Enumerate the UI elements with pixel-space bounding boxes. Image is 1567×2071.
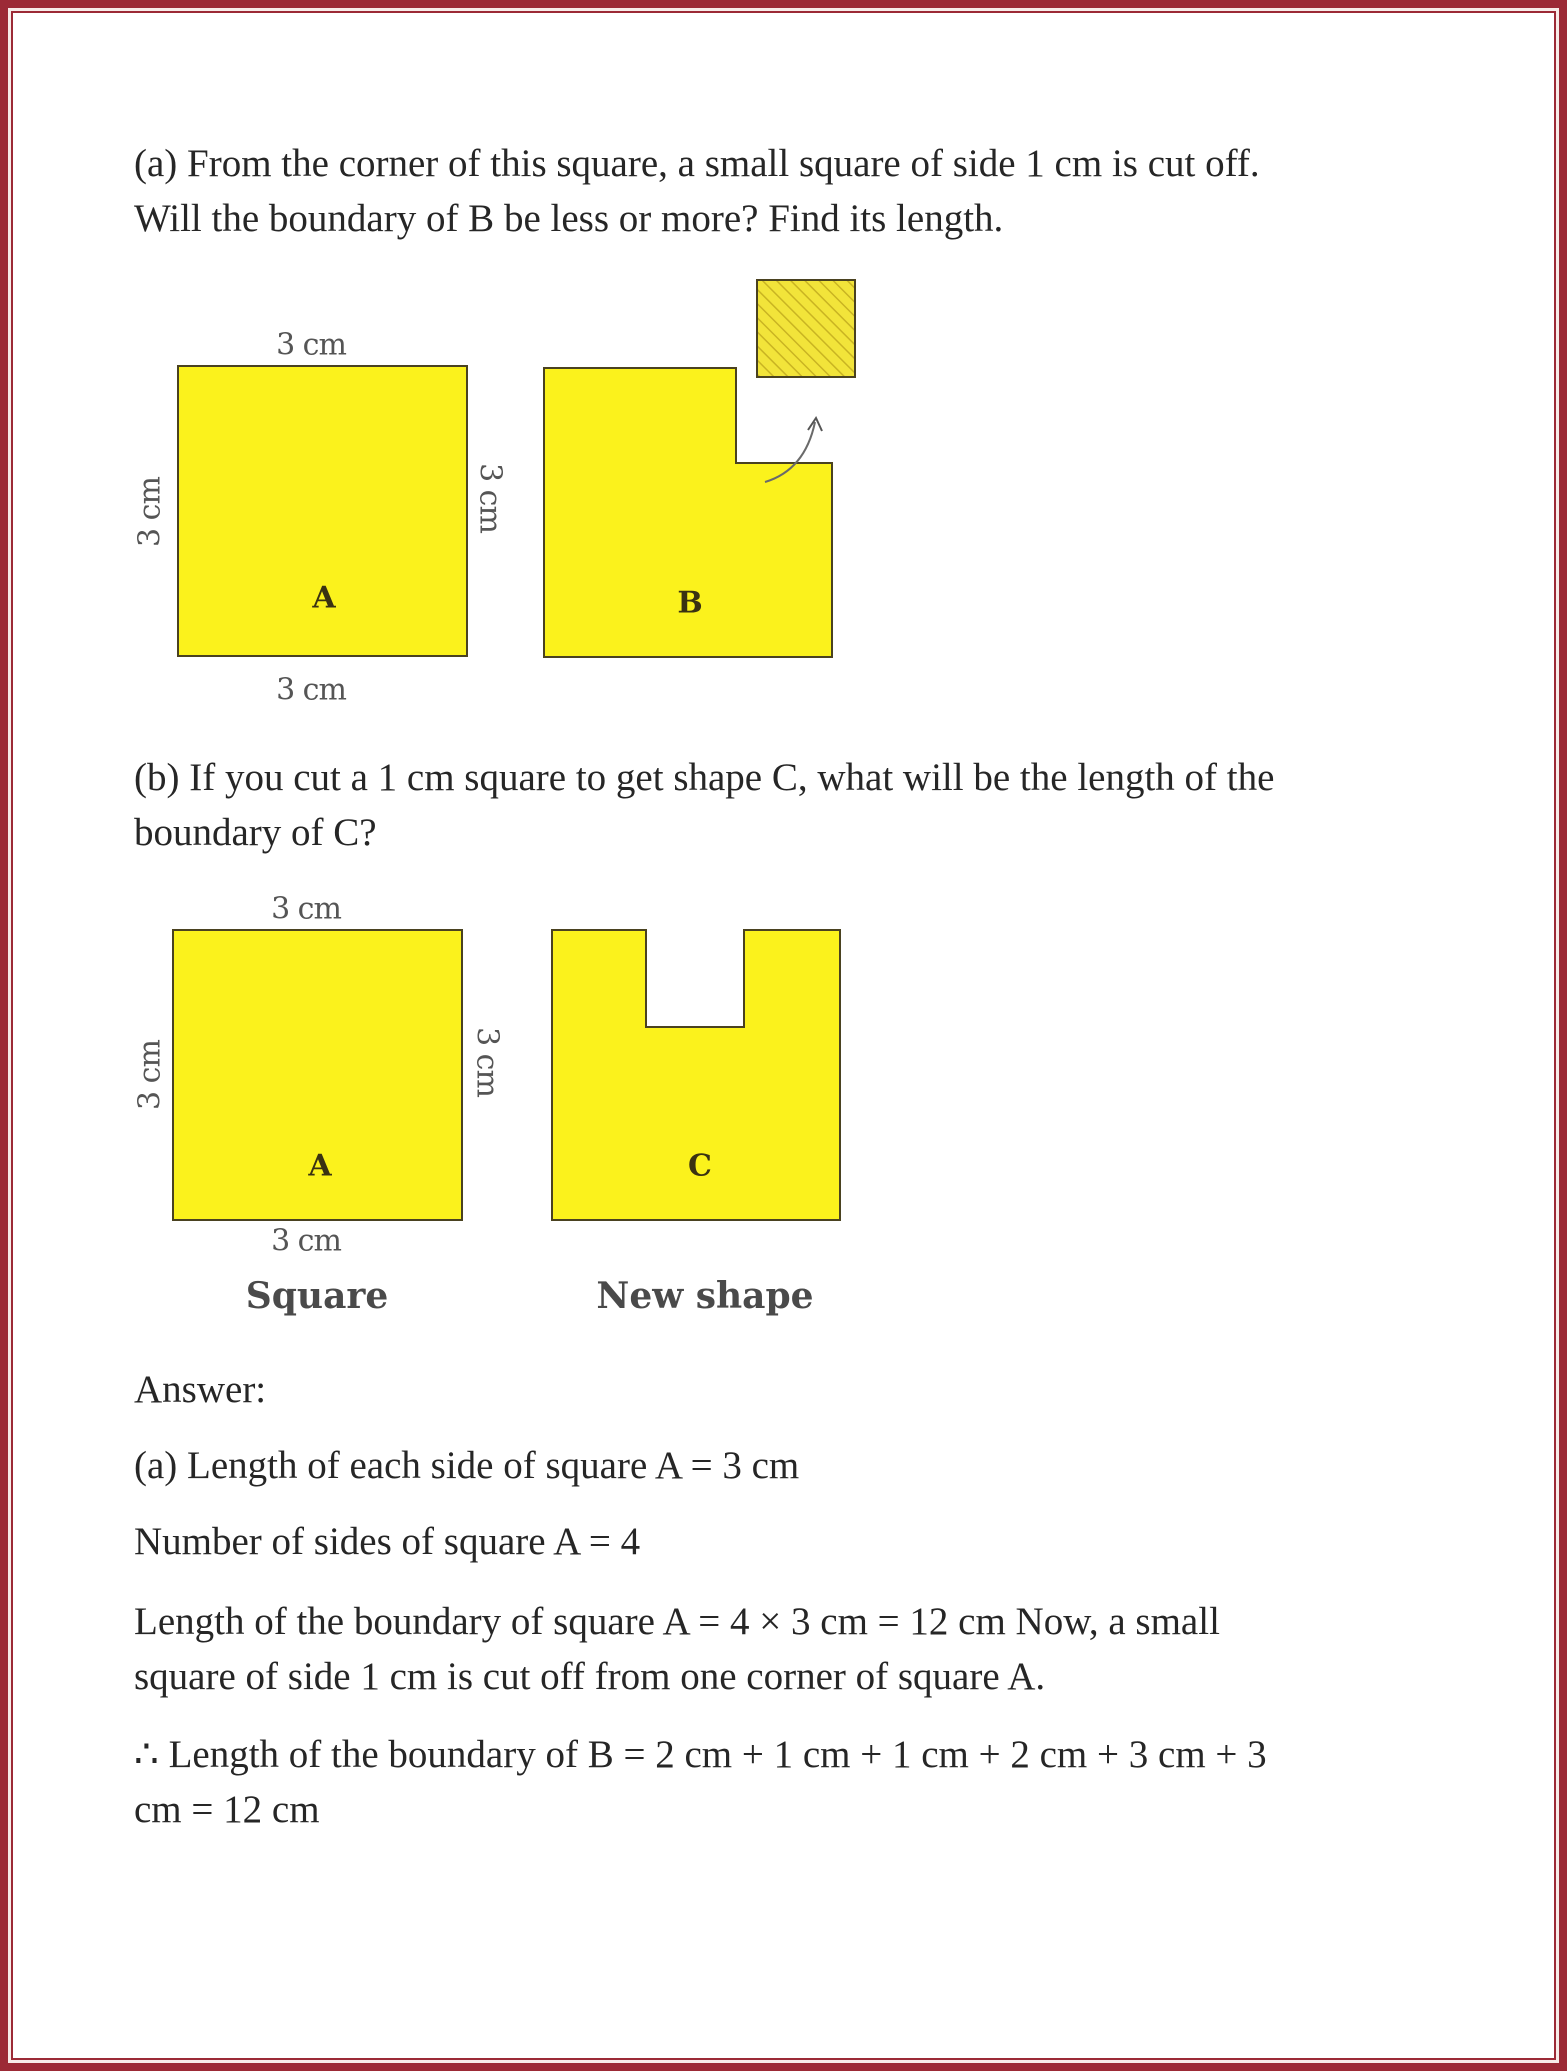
square-a2-bottom-label: 3 cm — [271, 1223, 341, 1259]
question-a-line-1: (a) From the corner of this square, a small square of side 1 cm is cut off. — [134, 142, 1260, 185]
answer-line-2: Number of sides of square A = 4 — [134, 1520, 641, 1563]
square-a-letter: A — [312, 580, 336, 616]
answer-line-3b: square of side 1 cm is cut off from one corner of square A. — [134, 1655, 1046, 1698]
answer-heading: Answer: — [134, 1368, 267, 1411]
shape-c-letter: C — [688, 1148, 712, 1184]
square-a-left-label: 3 cm — [132, 477, 168, 547]
cut-square-piece — [757, 280, 855, 377]
question-b-line-2: boundary of C? — [134, 811, 377, 854]
new-shape-caption: New shape — [596, 1275, 814, 1317]
square-a-bottom-label: 3 cm — [276, 672, 346, 708]
square-a2-top-label: 3 cm — [271, 891, 341, 927]
answer-line-4a: ∴ Length of the boundary of B = 2 cm + 1 cm + 1 cm + 2 cm + 3 cm + 3 — [134, 1733, 1267, 1776]
square-a-top-label: 3 cm — [276, 327, 346, 363]
square-a2-letter: A — [308, 1148, 332, 1184]
answer-line-4b: cm = 12 cm — [134, 1788, 320, 1831]
question-a-line-2: Will the boundary of B be less or more? Find its length. — [134, 197, 1004, 240]
square-caption: Square — [245, 1275, 389, 1317]
question-b-line-1: (b) If you cut a 1 cm square to get shape C, what will be the length of the — [134, 756, 1275, 799]
square-a-right-label: 3 cm — [472, 463, 508, 533]
square-a2-left-label: 3 cm — [132, 1040, 168, 1110]
square-a2-right-label: 3 cm — [469, 1027, 505, 1097]
shape-b-letter: B — [677, 585, 703, 621]
answer-line-3a: Length of the boundary of square A = 4 × 3 cm = 12 cm Now, a small — [134, 1600, 1220, 1643]
answer-line-1: (a) Length of each side of square A = 3 cm — [134, 1444, 800, 1487]
